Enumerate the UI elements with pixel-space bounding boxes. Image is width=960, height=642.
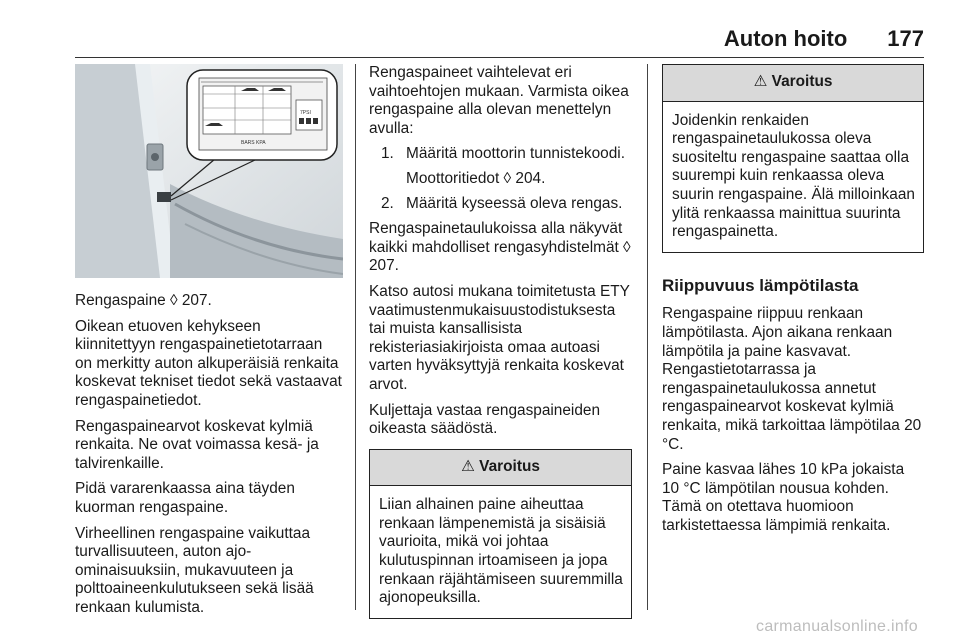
section-heading: Riippuvuus lämpötilasta [662, 275, 859, 295]
warning-box [662, 64, 924, 253]
column-divider [355, 64, 356, 610]
paragraph: Pidä vararenkaassa aina täyden kuorman rengaspaine. [75, 480, 295, 516]
tire-pressure-label-illustration [75, 64, 343, 278]
procedure-list [369, 145, 632, 213]
label-buttons: BARS KPA [241, 140, 266, 146]
warning-header [663, 65, 923, 102]
list-item [369, 145, 632, 188]
warning-header [370, 450, 631, 487]
paragraph: Virheellinen rengaspaine vaikuttaa turvallisuuteen, auton ajo-ominaisuuksiin, mukavuuteen ja polttoaineenkulutukseen sekä lisää renkaan kulumista. [75, 524, 314, 616]
warning-title: Varoitus [479, 457, 540, 475]
list-text: Määritä moottorin tunnistekoodi. [406, 145, 626, 163]
warning-icon: ⚠ [753, 73, 768, 90]
paragraph: Rengaspaine riippuu renkaan lämpötilasta. Ajon aikana renkaan lämpötila ja paine kasvavat. Rengastietotarrassa ja rengaspainetaulukossa annetut rengaspainearvot koskevat kylmiä renkaita, mikä tarkoittaa lämpötilaa 20 °C. [662, 305, 922, 453]
header-rule [75, 57, 924, 58]
paragraph: Kuljettaja vastaa rengaspaineiden oikeasta säädöstä. [369, 401, 601, 438]
warning-box [369, 449, 632, 619]
list-number: 1. [381, 145, 394, 163]
column-right [662, 64, 924, 542]
page-header [724, 22, 924, 52]
section-title: Auton hoito [723, 26, 848, 51]
page-number: 177 [887, 26, 924, 51]
list-item [369, 195, 632, 214]
list-text: Määritä kyseessä oleva rengas. [406, 194, 623, 212]
warning-body: Liian alhainen paine aiheuttaa renkaan lämpenemistä ja sisäisiä vaurioita, mikä voi johtaa kulutuspinnan irtoamiseen ja jopa renkaan räjähtämiseen suuremmilla ajonopeuksilla. [379, 496, 623, 607]
paragraph: Rengaspainearvot koskevat kylmiä renkaita. Ne ovat voimassa kesä- ja talvirenkaille. [75, 417, 319, 472]
paragraph: Rengaspaine ◊ 207. [75, 292, 212, 309]
warning-icon: ⚠ [461, 457, 475, 475]
list-number: 2. [381, 194, 394, 212]
paragraph: Paine kasvaa lähes 10 kPa jokaista 10 °C lämpötilan nousua kohden. Tämä on otettava huomioon tarkistettaessa lämpimiä renkaita. [662, 461, 905, 534]
paragraph: Rengaspaineet vaihtelevat eri vaihtoehtojen mukaan. Varmista oikea rengaspaine alla olevan menettelyn avulla: [369, 64, 629, 137]
column-middle [369, 64, 632, 619]
column-left [75, 64, 343, 625]
paragraph: Katso autosi mukana toimitetusta ETY vaatimustenmukaisuustodistuksesta tai muista kansallisista rekisteriasiakirjoista omaa autoasi varten hyväksyttyjä renkaita koskevat arvot. [369, 282, 630, 393]
column-divider [647, 64, 648, 610]
paragraph: Rengaspainetaulukoissa alla näkyvät kaikki mahdolliset rengasyhdistelmät ◊ 207. [369, 220, 631, 275]
watermark: carmanualsonline.info [756, 618, 918, 635]
label-code: 7PSI [300, 110, 311, 116]
warning-title: Varoitus [771, 73, 833, 90]
paragraph: Oikean etuoven kehykseen kiinnitettyyn rengaspainetietotarraan on merkitty auton alkuperäisiä renkaita koskevat tekniset tiedot sekä vastaavat rengaspainetiedot. [75, 317, 342, 409]
door-frame-image [75, 64, 343, 278]
list-subtext: Moottoritiedot ◊ 204. [406, 169, 546, 187]
warning-body: Joidenkin renkaiden rengaspainetaulukossa oleva suositeltu rengaspaine saattaa olla suurempi kuin renkaassa oleva suurin rengaspaine. Älä milloinkaan ylitä renkaassa mainittua suurinta rengaspainetta. [672, 111, 915, 241]
